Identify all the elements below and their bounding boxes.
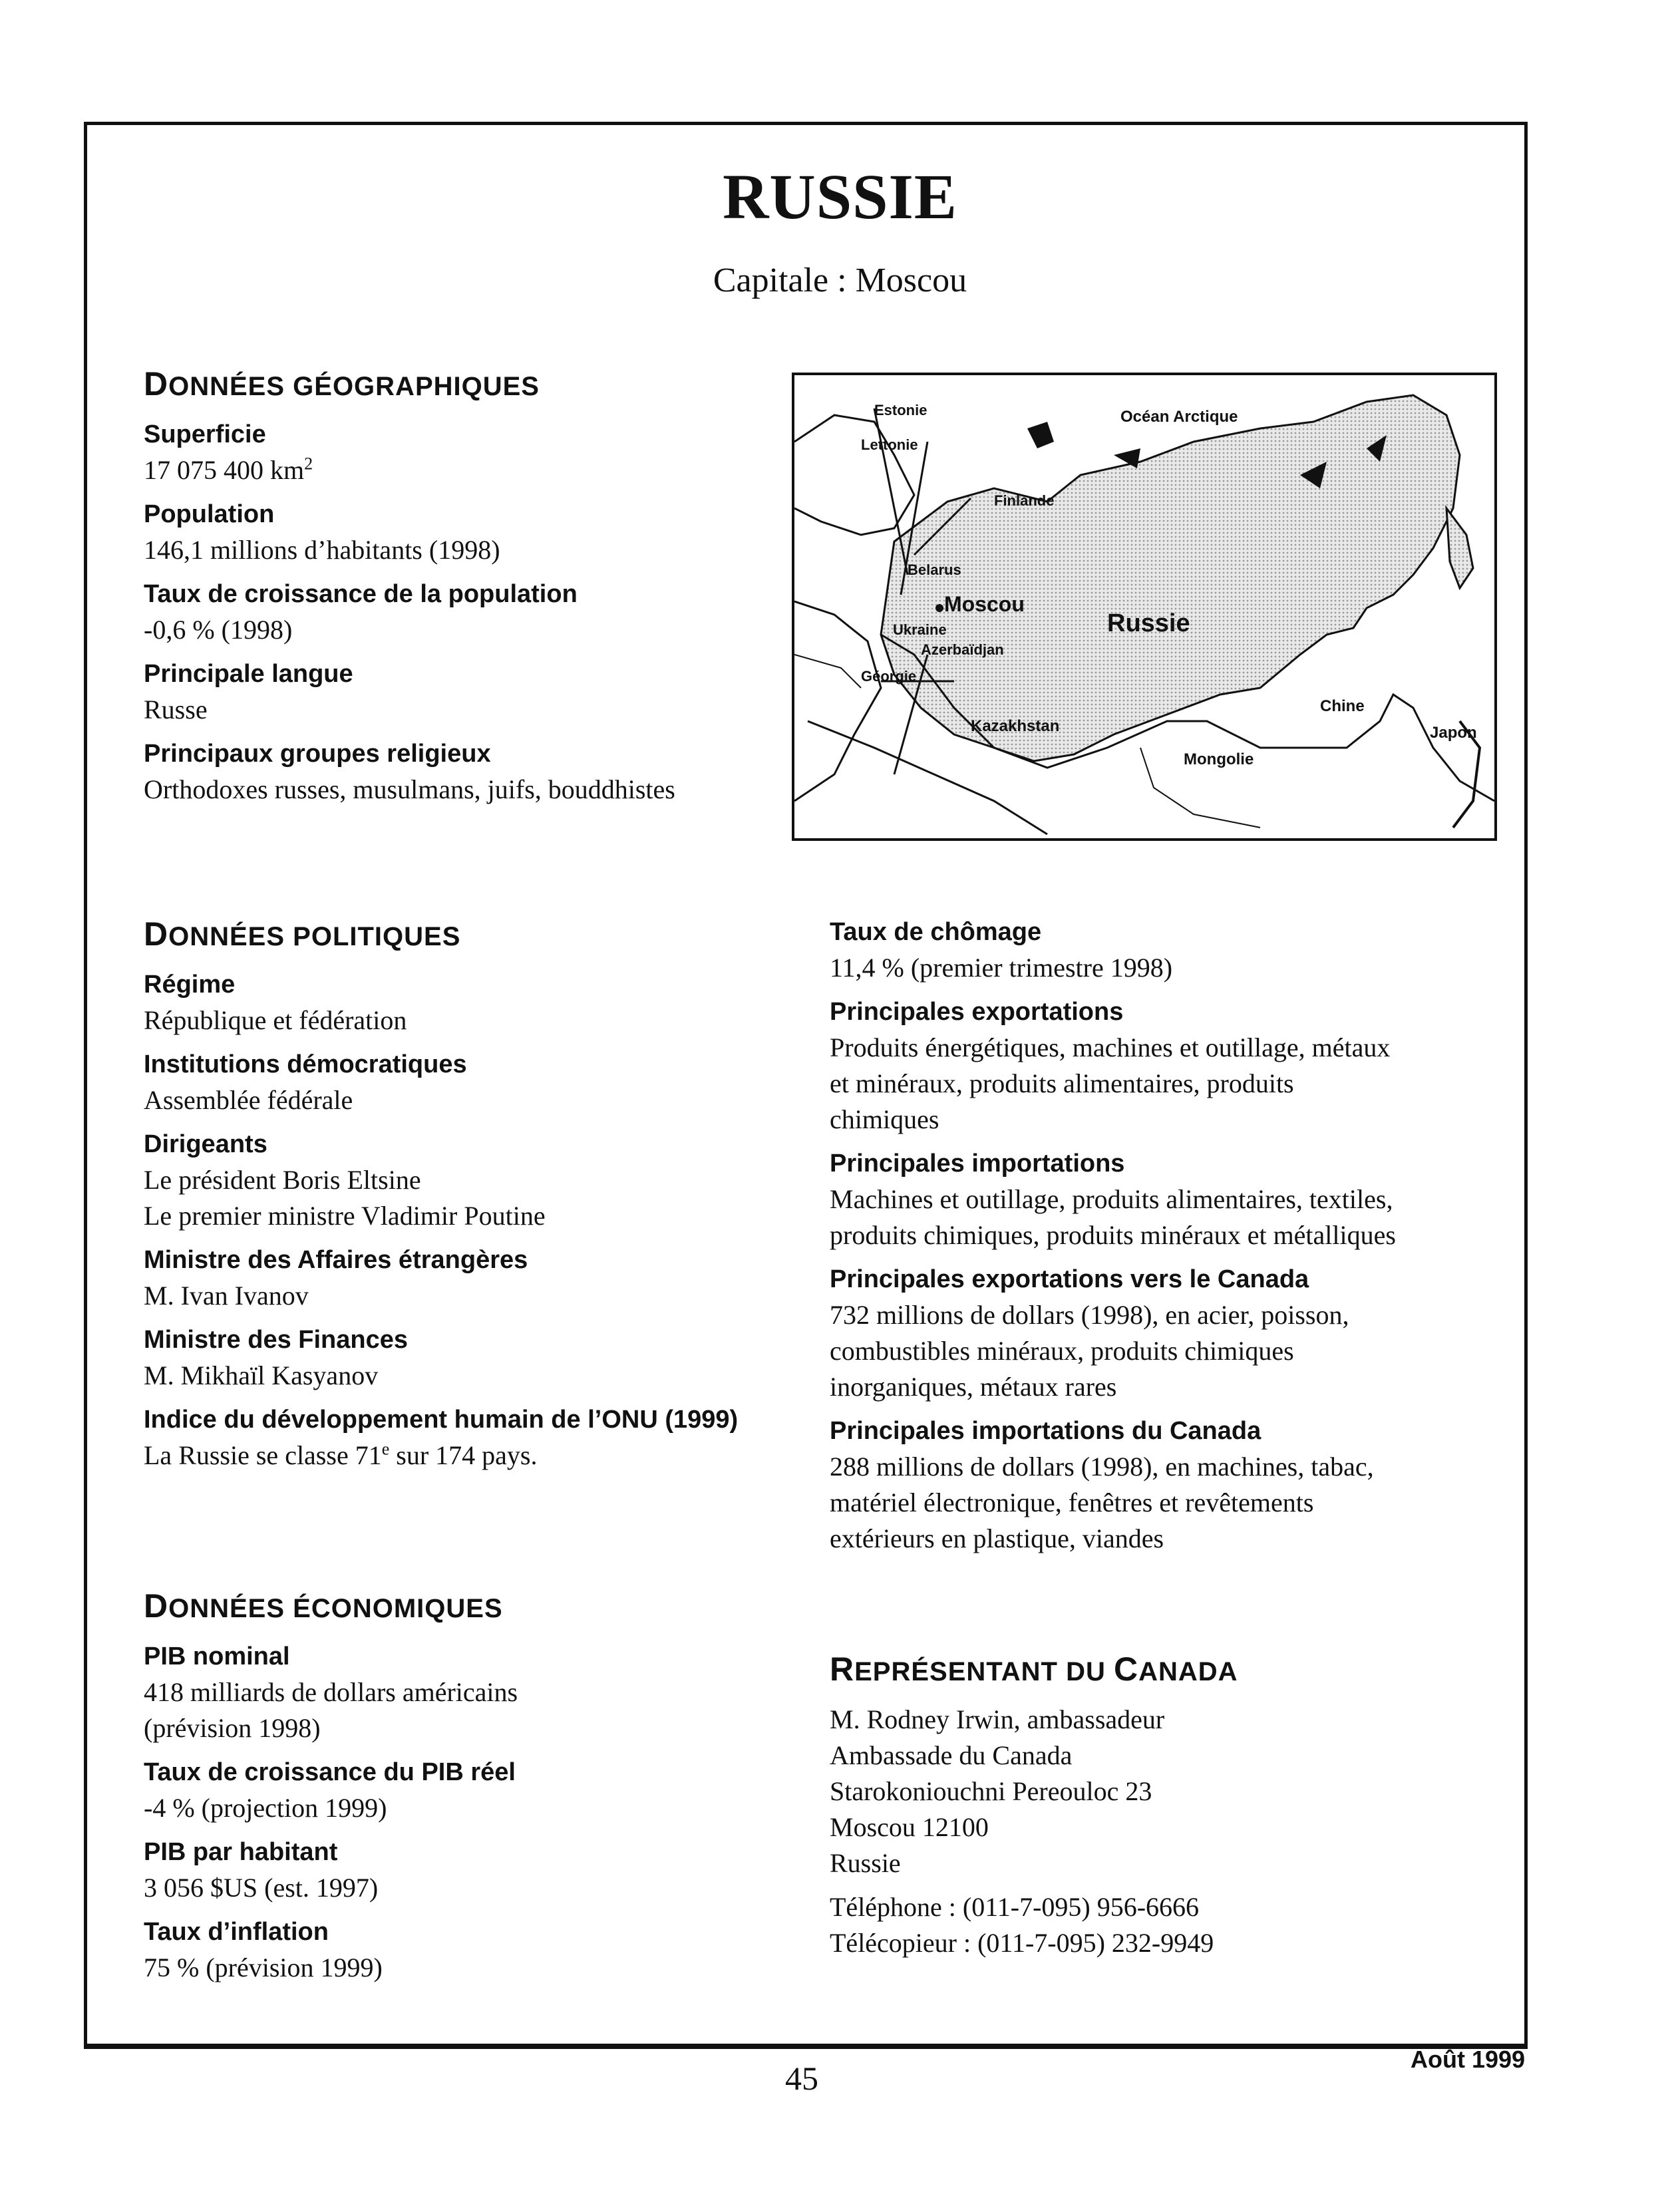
imports-label: Principales importations	[830, 1150, 1125, 1178]
representative-section	[830, 1650, 1495, 1961]
imports-from-canada-value-3: extérieurs en plastique, viandes	[830, 1523, 1164, 1553]
imports-from-canada-value-2: matériel électronique, fenêtres et revêtements	[830, 1488, 1314, 1517]
regime-value: République et fédération	[144, 1005, 407, 1035]
inflation-value: 75 % (prévision 1999)	[144, 1953, 383, 1982]
imports-from-canada-label: Principales importations du Canada	[830, 1417, 1261, 1445]
gdp-growth-label: Taux de croissance du PIB réel	[144, 1758, 516, 1786]
representative-line-5: Russie	[830, 1848, 901, 1878]
exports-value-1: Produits énergétiques, machines et outillage, métaux	[830, 1032, 1391, 1062]
exports-to-canada-label: Principales exportations vers le Canada	[830, 1265, 1309, 1293]
map-label-ocean: Océan Arctique	[1120, 408, 1238, 426]
growth-value: -0,6 % (1998)	[144, 615, 293, 645]
exports-value-2: et minéraux, produits alimentaires, produits	[830, 1068, 1294, 1098]
publication-date: Août 1999	[1411, 2046, 1526, 2073]
representative-line-1: M. Rodney Irwin, ambassadeur	[830, 1704, 1165, 1734]
representative-phone: Téléphone : (011-7-095) 956-6666	[830, 1892, 1200, 1922]
finance-minister-value: M. Mikhaïl Kasyanov	[144, 1360, 379, 1390]
moscow-dot	[935, 604, 943, 612]
economic-heading: DONNÉES ÉCONOMIQUES	[144, 1587, 503, 1625]
exports-to-canada-value-2: combustibles minéraux, produits chimiques	[830, 1336, 1294, 1366]
inflation-label: Taux d’inflation	[144, 1918, 329, 1946]
gdp-capita-label: PIB par habitant	[144, 1838, 338, 1866]
language-label: Principale langue	[144, 660, 353, 688]
representative-heading: REPRÉSENTANT DU CANADA	[830, 1650, 1238, 1688]
religion-label: Principaux groupes religieux	[144, 740, 491, 768]
political-section	[144, 915, 809, 1474]
regime-label: Régime	[144, 971, 236, 999]
gdp-label: PIB nominal	[144, 1643, 290, 1670]
leaders-label: Dirigeants	[144, 1130, 267, 1158]
map-label-moscou: Moscou	[944, 592, 1025, 616]
gdp-value-1: 418 milliards de dollars américains	[144, 1677, 518, 1707]
map-label-georgie: Géorgie	[861, 668, 917, 685]
map-label-mongolie: Mongolie	[1184, 750, 1254, 768]
representative-line-2: Ambassade du Canada	[830, 1740, 1073, 1770]
unemployment-value: 11,4 % (premier trimestre 1998)	[830, 953, 1173, 983]
map-label-finlande: Finlande	[994, 492, 1055, 509]
economic-section-continued	[830, 906, 1495, 1557]
map-label-azerbaidjan: Azerbaïdjan	[921, 641, 1004, 658]
hdi-label: Indice du développement humain de l’ONU (1999)	[144, 1406, 739, 1434]
religion-value: Orthodoxes russes, musulmans, juifs, bouddhistes	[144, 774, 675, 804]
hdi-value: La Russie se classe 71e sur 174 pays.	[144, 1439, 538, 1470]
leaders-value-2: Le premier ministre Vladimir Poutine	[144, 1201, 546, 1231]
finance-minister-label: Ministre des Finances	[144, 1326, 409, 1354]
exports-label: Principales exportations	[830, 998, 1124, 1026]
page-number: 45	[785, 2060, 818, 2097]
economic-section	[144, 1587, 809, 1986]
institutions-value: Assemblée fédérale	[144, 1085, 353, 1115]
map-graphic	[794, 375, 1494, 838]
geo-section	[144, 365, 809, 808]
representative-line-4: Moscou 12100	[830, 1812, 989, 1842]
foreign-minister-value: M. Ivan Ivanov	[144, 1281, 309, 1311]
area-value: 17 075 400 $km^2$	[144, 454, 313, 485]
exports-to-canada-value-3: inorganiques, métaux rares	[830, 1372, 1117, 1402]
growth-label: Taux de croissance de la population	[144, 580, 578, 608]
map-label-estonie: Estonie	[874, 402, 927, 418]
imports-from-canada-value-1: 288 millions de dollars (1998), en machines, tabac,	[830, 1452, 1374, 1482]
unemployment-label: Taux de chômage	[830, 918, 1042, 946]
page-title: RUSSIE	[723, 161, 957, 232]
leaders-value-1: Le président Boris Eltsine	[144, 1165, 421, 1195]
representative-line-3: Starokoniouchni Pereouloc 23	[830, 1776, 1152, 1806]
population-label: Population	[144, 500, 275, 528]
map-label-japon: Japon	[1430, 724, 1477, 742]
map-label-belarus: Belarus	[908, 561, 961, 578]
language-value: Russe	[144, 695, 208, 724]
gdp-growth-value: -4 % (projection 1999)	[144, 1793, 387, 1823]
gdp-capita-value: 3 056 $US (est. 1997)	[144, 1873, 379, 1903]
map-label-ukraine: Ukraine	[893, 621, 947, 638]
gdp-value-2: (prévision 1998)	[144, 1713, 321, 1743]
population-value: 146,1 millions d’habitants (1998)	[144, 535, 500, 565]
capital-line: Capitale : Moscou	[713, 261, 967, 299]
area-label: Superficie	[144, 420, 266, 448]
institutions-label: Institutions démocratiques	[144, 1050, 467, 1078]
map-label-lettonie: Lettonie	[861, 436, 918, 453]
exports-to-canada-value-1: 732 millions de dollars (1998), en acier, poisson,	[830, 1300, 1349, 1330]
frame-rule	[84, 2046, 1528, 2049]
map-label-russie: Russie	[1107, 609, 1190, 637]
map-label-chine: Chine	[1320, 697, 1365, 715]
imports-value-1: Machines et outillage, produits alimentaires, textiles,	[830, 1184, 1393, 1214]
representative-fax: Télécopieur : (011-7-095) 232-9949	[830, 1928, 1214, 1958]
russia-map	[792, 373, 1497, 841]
foreign-minister-label: Ministre des Affaires étrangères	[144, 1246, 528, 1274]
geo-heading: DONNÉES GÉOGRAPHIQUES	[144, 365, 540, 402]
exports-value-3: chimiques	[830, 1104, 939, 1134]
political-heading: DONNÉES POLITIQUES	[144, 915, 461, 953]
imports-value-2: produits chimiques, produits minéraux et métalliques	[830, 1220, 1396, 1250]
map-label-kazakhstan: Kazakhstan	[971, 717, 1060, 735]
